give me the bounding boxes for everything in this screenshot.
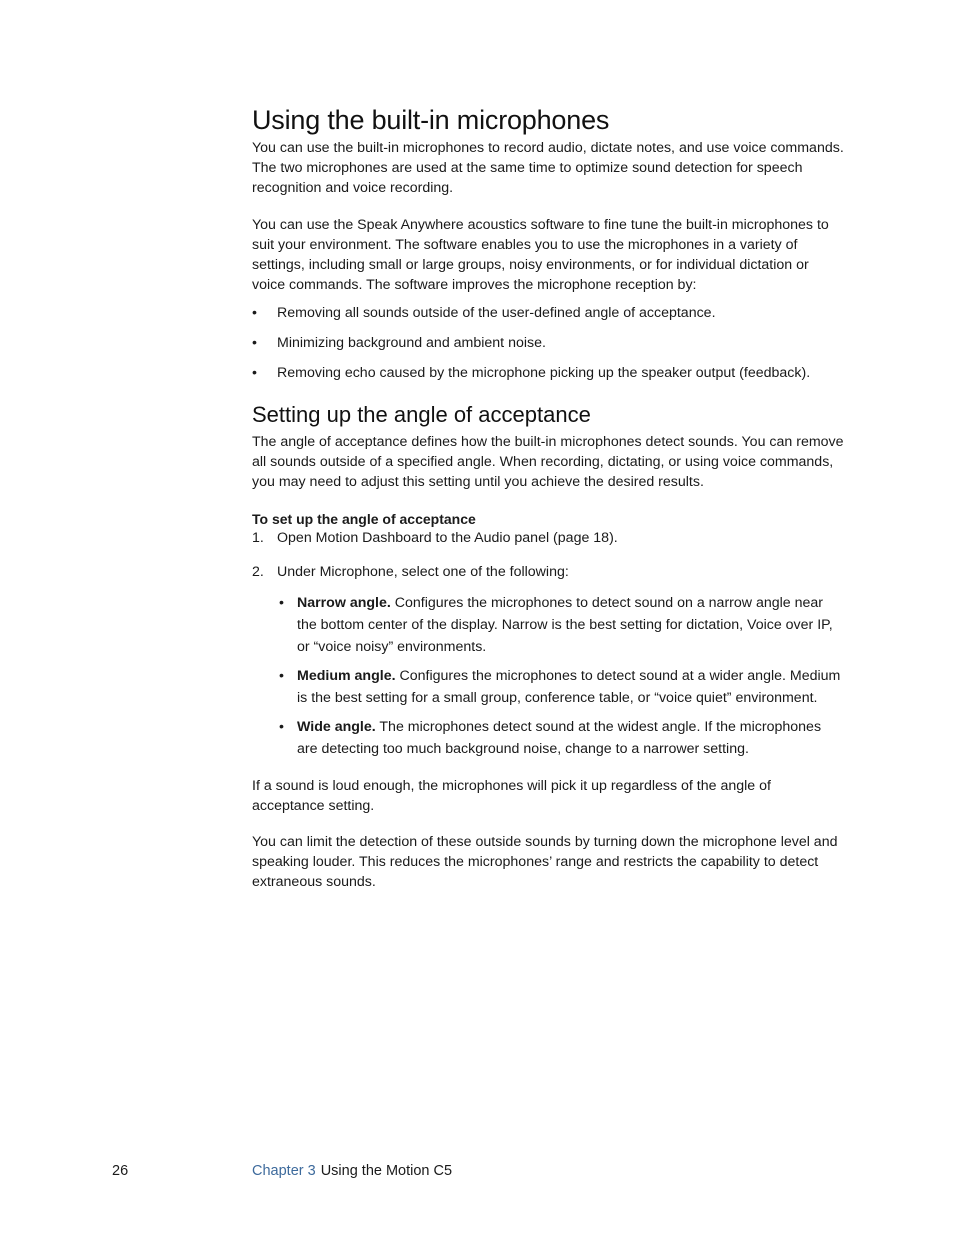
paragraph-angle-definition: The angle of acceptance defines how the built-in microphones detect sounds. You can remove all sounds outside of a specified angle. When recording, dictating, or using voice commands, you may need to adjust this setting until you achieve the desired results.: [252, 434, 844, 490]
step-number: 2.: [252, 564, 264, 580]
option-narrow-angle: [277, 592, 844, 658]
bullet-icon: •: [279, 668, 284, 684]
section-title-angle: Setting up the angle of acceptance: [252, 402, 591, 427]
microphone-options-list: [277, 592, 844, 760]
list-item-text: Removing all sounds outside of the user-defined angle of acceptance.: [277, 305, 716, 321]
option-label: Medium angle.: [297, 668, 396, 684]
option-description: Configures the microphones to detect sound at a wider angle. Medium is the best setting for a small group, conference table, or “voice quiet” environment.: [297, 668, 841, 706]
footer-chapter: [252, 1161, 452, 1181]
option-wide-angle: [277, 716, 844, 760]
bullet-icon: •: [252, 365, 257, 381]
step-item: [252, 562, 844, 760]
page-content: [252, 104, 844, 892]
step-item: [252, 528, 844, 548]
option-label: Narrow angle.: [297, 595, 391, 611]
paragraph-intro: You can use the built-in microphones to record audio, dictate notes, and use voice commands. The two microphones are used at the same time to optimize sound detection for speech recognition and voice recording.: [252, 140, 844, 196]
step-text: Under Microphone, select one of the following:: [277, 564, 569, 580]
procedure-title: To set up the angle of acceptance: [252, 511, 476, 527]
bullet-icon: •: [252, 305, 257, 321]
paragraph-speak-anywhere: You can use the Speak Anywhere acoustics software to fine tune the built-in microphones to suit your environment. The software enables you to use the microphones in a variety of settings, including small or large groups, noisy environments, or for individual dictation or voice commands. The software improves the microphone reception by:: [252, 217, 829, 293]
bullet-icon: •: [279, 719, 284, 735]
procedure-steps: [252, 528, 844, 760]
list-item-text: Minimizing background and ambient noise.: [277, 335, 546, 351]
step-number: 1.: [252, 530, 264, 546]
paragraph-limit-detection: You can limit the detection of these outside sounds by turning down the microphone level and speaking louder. This reduces the microphones’ range and restricts the capability to detect extraneous sounds.: [252, 834, 838, 890]
section-title-microphones: Using the built-in microphones: [252, 105, 610, 135]
option-description: The microphones detect sound at the widest angle. If the microphones are detecting too much background noise, change to a narrower setting.: [297, 719, 822, 757]
option-description: Configures the microphones to detect sound on a narrow angle near the bottom center of the display. Narrow is the best setting for dictation, Voice over IP, or “voice noisy” environments.: [297, 595, 833, 655]
list-item: [252, 333, 844, 353]
chapter-label: Chapter 3: [252, 1163, 316, 1179]
chapter-title: Using the Motion C5: [320, 1163, 453, 1179]
list-item: [252, 363, 844, 383]
bullet-icon: •: [252, 335, 257, 351]
step-text: Open Motion Dashboard to the Audio panel (page 18).: [277, 530, 618, 546]
bullet-icon: •: [279, 595, 284, 611]
list-item-text: Removing echo caused by the microphone picking up the speaker output (feedback).: [277, 365, 811, 381]
paragraph-loud-sounds: If a sound is loud enough, the microphones will pick it up regardless of the angle of acceptance setting.: [252, 778, 771, 814]
list-item: [252, 303, 844, 323]
option-medium-angle: [277, 665, 844, 709]
reception-bullet-list: [252, 303, 844, 383]
option-label: Wide angle.: [297, 719, 376, 735]
page-number: 26: [112, 1163, 129, 1179]
